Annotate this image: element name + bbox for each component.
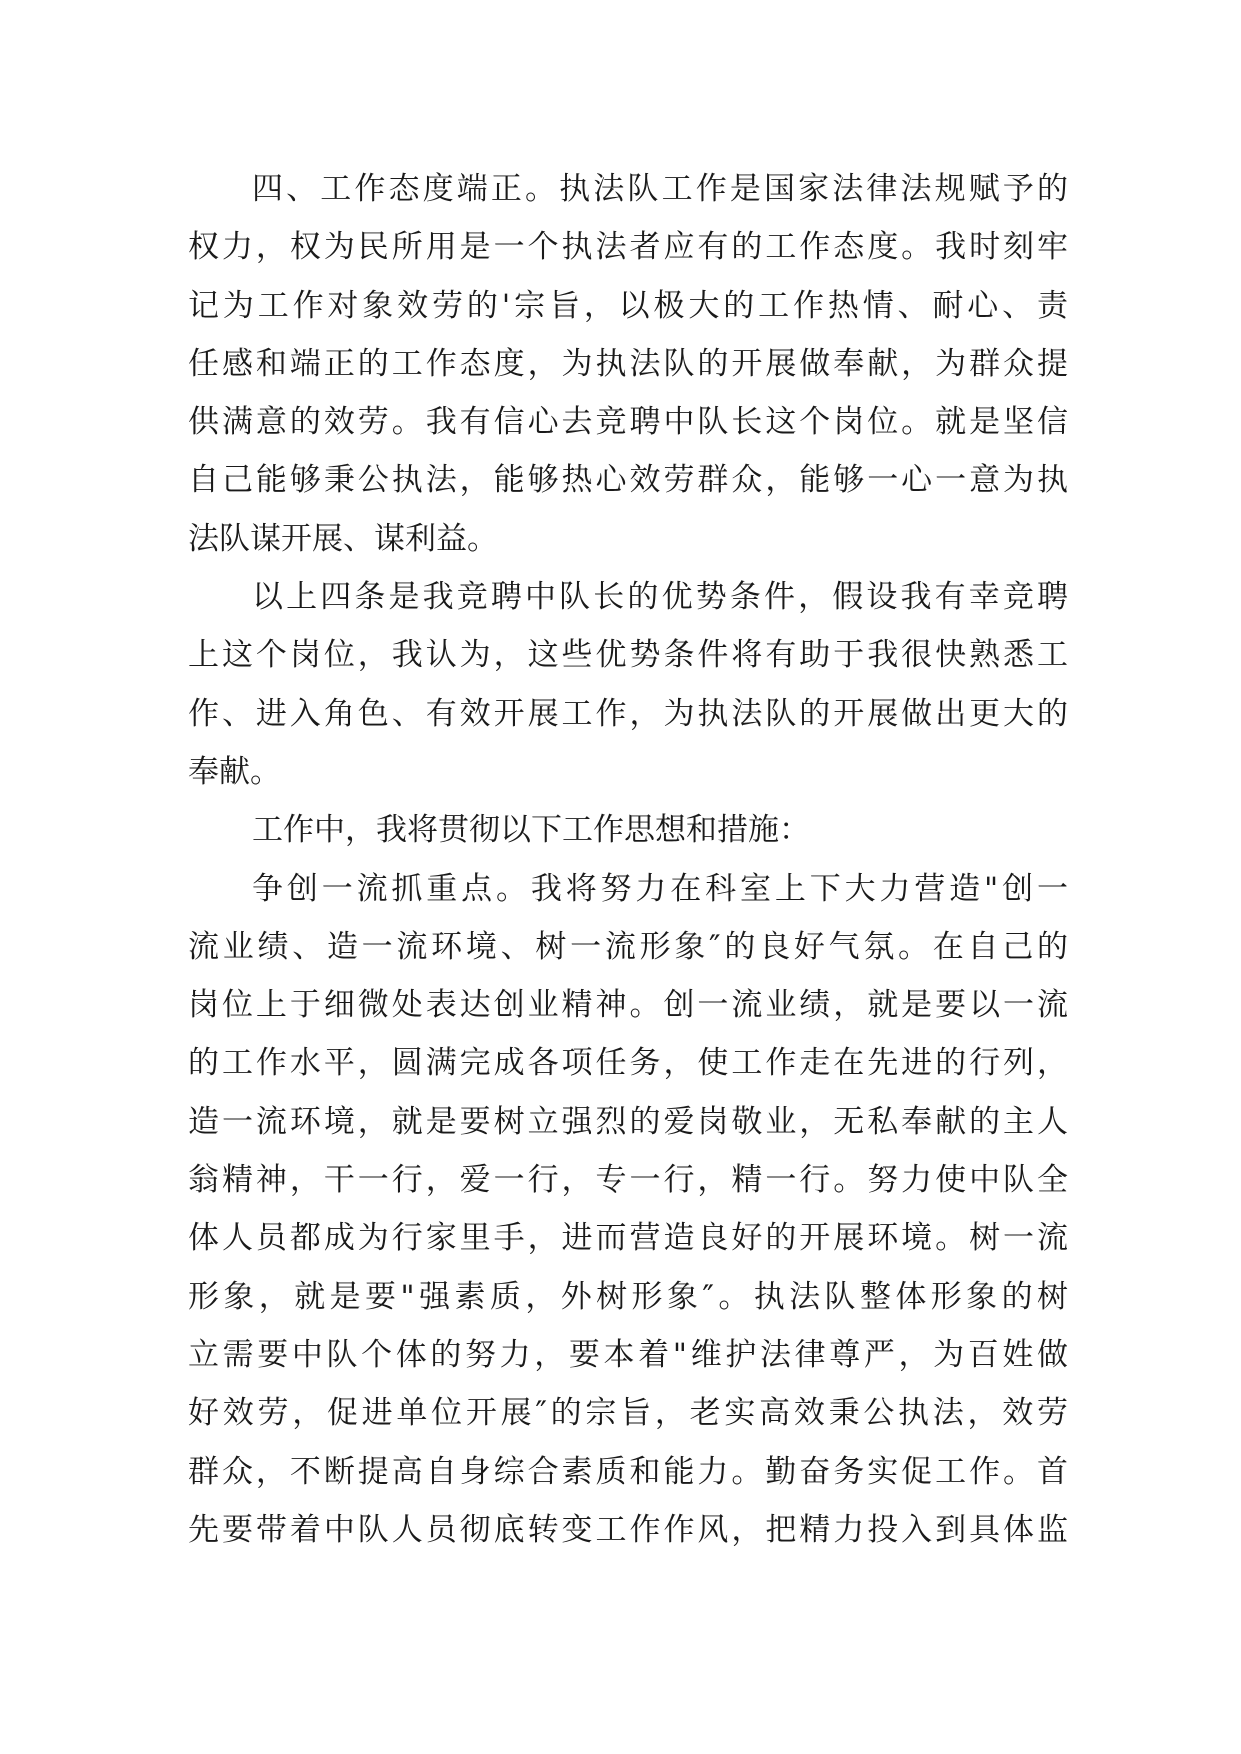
- measures-paragraph-line-2: 流业绩、造一流环境、树一流形象″的良好气氛。在自己的: [188, 928, 1068, 965]
- paragraph-4-line-7: 法队谋开展、谋利益。: [188, 520, 498, 557]
- paragraph-4-line-6: 自己能够秉公执法，能够热心效劳群众，能够一心一意为执: [188, 462, 1068, 499]
- summary-paragraph-line-1: 以上四条是我竞聘中队长的优势条件，假设我有幸竞聘: [252, 579, 1068, 616]
- measures-paragraph-line-12: 先要带着中队人员彻底转变工作作风，把精力投入到具体监: [188, 1511, 1068, 1548]
- measures-paragraph-line-4: 的工作水平，圆满完成各项任务，使工作走在先进的行列，: [188, 1045, 1068, 1082]
- measures-paragraph-line-3: 岗位上于细微处表达创业精神。创一流业绩，就是要以一流: [188, 987, 1068, 1024]
- measures-paragraph-line-5: 造一流环境，就是要树立强烈的爱岗敬业，无私奉献的主人: [188, 1103, 1068, 1140]
- measures-paragraph-line-6: 翁精神，干一行，爱一行，专一行，精一行。努力使中队全: [188, 1162, 1068, 1199]
- measures-paragraph-line-1: 争创一流抓重点。我将努力在科室上下大力营造"创一: [252, 870, 1068, 907]
- paragraph-4-line-1: 四、工作态度端正。执法队工作是国家法律法规赋予的: [252, 171, 1068, 207]
- measures-paragraph-line-10: 好效劳，促进单位开展″的宗旨，老实高效秉公执法，效劳: [188, 1395, 1068, 1432]
- summary-paragraph-line-2: 上这个岗位，我认为，这些优势条件将有助于我很快熟悉工: [188, 637, 1068, 674]
- body-text: [188, 160, 1068, 1559]
- paragraph-4-line-3: 记为工作对象效劳的'宗旨，以极大的工作热情、耐心、责: [188, 287, 1068, 324]
- paragraph-4-line-5: 供满意的效劳。我有信心去竞聘中队长这个岗位。就是坚信: [188, 404, 1068, 441]
- summary-paragraph-line-3: 作、进入角色、有效开展工作，为执法队的开展做出更大的: [188, 695, 1068, 732]
- measures-intro-line: 工作中，我将贯彻以下工作思想和措施：: [252, 812, 810, 849]
- measures-paragraph-line-7: 体人员都成为行家里手，进而营造良好的开展环境。树一流: [188, 1220, 1068, 1257]
- measures-paragraph-line-11: 群众，不断提高自身综合素质和能力。勤奋务实促工作。首: [188, 1453, 1068, 1490]
- summary-paragraph-line-4: 奉献。: [188, 753, 281, 790]
- measures-paragraph-line-8: 形象，就是要"强素质，外树形象″。执法队整体形象的树: [188, 1278, 1068, 1315]
- paragraph-4-line-4: 任感和端正的工作态度，为执法队的开展做奉献，为群众提: [188, 345, 1068, 382]
- paragraph-4-line-2: 权力，权为民所用是一个执法者应有的工作态度。我时刻牢: [188, 229, 1068, 266]
- measures-paragraph-line-9: 立需要中队个体的努力，要本着"维护法律尊严，为百姓做: [188, 1336, 1068, 1373]
